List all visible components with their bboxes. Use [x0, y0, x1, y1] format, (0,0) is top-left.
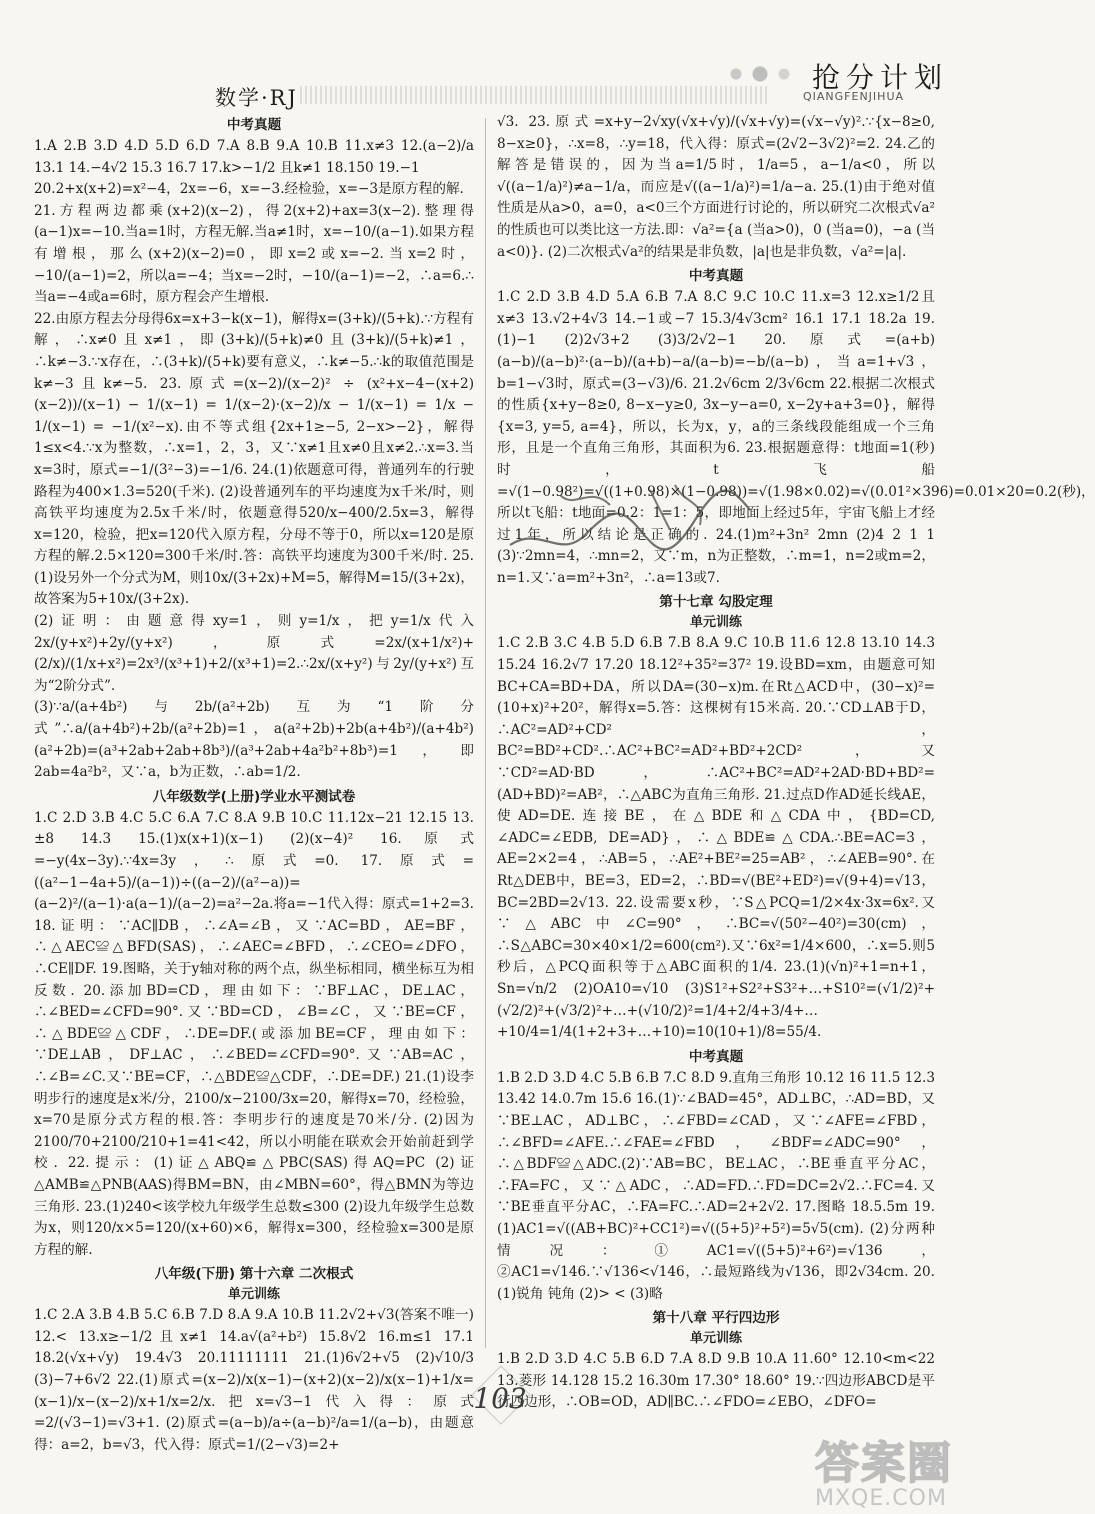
- section-title-chapter-17: 第十七章 勾股定理: [659, 594, 773, 611]
- header-dots-decoration: [720, 62, 800, 86]
- left-column: [34, 112, 474, 1453]
- answer-paragraph: 1.C 2.D 3.B 4.C 5.C 6.A 7.C 8.A 9.B 10.C 11.12x−21 12.15 13.±8 14.3 15.(1)x(x+1)(x−1) (2)(x−4)² 16.原式=−y(4x−3y).∵4x=3y，∴原式=0. 17.原式=((a²−1−4a+5)/(a−1))÷((a−2)/(a²−a))=(a−2)²/(a−1)·a(a−1)/(a−2)=a²−2a.将a=−1代入得：原式=1+2=3. 18.证明：∵AC∥DB，∴∠A=∠B，又∵AC=BD，AE=BF，∴△AEC≌△BFD(SAS)，∴∠AEC=∠BFD，∴∠CEO=∠DFO，∴CE∥DF. 19.图略，关于y轴对称的两个点，纵坐标相同，横坐标互为相反数. 20.添加BD=CD，理由如下：∵BF⊥AC，DE⊥AC，∴∠BED=∠CFD=90°.又∵BD=CD，∠B=∠C，又∵BE=CF，∴△BDE≌△CDF，∴DE=DF.(或添加BE=CF，理由如下：∵DE⊥AB，DF⊥AC，∴∠BED=∠CFD=90°.又∵AB=AC，∴∠B=∠C.又∵BE=CF，∴△BDE≌△CDF，∴DE=DF.) 21.(1)设李明步行的速度是x米/分，2100/x−2100/3x=20，解得x=70，经检验，x=70是原分式方程的根.答：李明步行的速度是70米/分. (2)因为2100/70+2100/210+1=41<42，所以小明能在联欢会开始前赶到学校. 22.提示：(1)证△ABQ≌△PBC(SAS)得AQ=PC (2)证△AMB≌△PNB(AAS)得BM=BN，由∠MBN=60°，得△BMN为等边三角形. 23.(1)240<该学校九年级学生总数≤300 (2)设九年级学生总数为x，则120/x×5=120/(x+60)×6，解得x=300，经检验x=300是原方程的解.: [34, 809, 474, 1258]
- subsection-title-unit-training: 单元训练: [689, 1331, 742, 1347]
- column-divider: [485, 118, 486, 1348]
- watermark-logo: [815, 1440, 990, 1510]
- section-title-zhongkao-3: 中考真题: [688, 1048, 744, 1065]
- answer-paragraph: 1.B 2.D 3.D 4.C 5.B 6.D 7.A 8.D 9.B 10.A 11.60° 12.10<m<22 13.菱形 14.128 15.2 16.30m 17.30° 18.60° 19.∵四边形ABCD是平行四边形，∴OB=OD，AD∥BC.∴∠FDO=∠EBO，∠DFO=: [497, 1351, 935, 1411]
- answer-paragraph: 21.方程两边都乘(x+2)(x−2)，得2(x+2)+ax=3(x−2).整理得(a−1)x=−10.当a=1时，方程无解.当a≠1时，x=−10/(a−1).如果方程有增根，那么(x+2)(x−2)=0，即x=2或x=−2.当x=2时，−10/(a−1)=2，所以a=−4；当x=−2时，−10/(a−1)=−2，∴a=6.∴当a=−4或a=6时，原方程会产生增根.: [34, 202, 474, 306]
- answer-paragraph: √3. 23.原式=x+y−2√xy(√x+√y)/(√x+√y)=(√x−√y)².∵{x−8≥0, 8−x≥0}，∴x=8，∴y=18，代入得：原式=(2√2−3√2)²=2. 24.乙的解答是错误的，因为当a=1/5时，1/a=5，a−1/a<0，所以√((a−1/a)²)≠a−1/a，而应是√((a−1/a)²)=1/a−a. 25.(1)由于绝对值性质是从a>0，a=0，a<0三个方面进行讨论的，所以研究二次根式√a²的性质也可以类比这一方法.即：√a²={a (当a>0)，0 (当a=0)，−a (当a<0)}. (2)二次根式√a²的结果是非负数，|a|也是非负数，√a²=|a|.: [497, 114, 935, 260]
- section-title-zhongkao-2: 中考真题: [688, 268, 744, 285]
- answer-paragraph: 1.C 2.A 3.B 4.B 5.C 6.B 7.D 8.A 9.A 10.B 11.2√2+√3(答案不唯一) 12.< 13.x≥−1/2且x≠1 14.a√(a²+b²) 15.8√2 16.m≤1 17.1 18.2(√x+√y) 19.4√3 20.11111111 21.(1)6√2+√5 (2)√10/3 (3)−7+6√2 22.(1)原式=(x−2)/x(x−1)−(x+2)(x−2)/x(x−1)+1/x=(x−1)/x−(x−2)/x+1/x=2/x.把x=√3−1代入得：原式=2/(√3−1)=√3+1. (2)原式=(a−b)/a÷(a−b)²/a=1/(a−b)，由题意得：a=2，b=√3，代入得：原式=1/(2−√3)=2+: [34, 1307, 474, 1453]
- header-decoration-band: [300, 86, 770, 104]
- subsection-title-unit-training: 单元训练: [689, 615, 742, 631]
- answer-paragraph: (2)证明：由题意得xy=1，则y=1/x，把y=1/x代入2x/(y+x²)+2y/(y+x²)，原式=2x/(x+1/x²)+(2/x)/(1/x+x²)=2x³/(x³+1)+2/(x³+1)=2.∴2x/(x+y²)与2y/(y+x²)互为“2阶分式”.: [34, 613, 474, 694]
- section-title-chapter-18: 第十八章 平行四边形: [652, 1310, 780, 1327]
- brand-pinyin: QIANGFENJIHUA: [803, 90, 905, 103]
- subsection-title-unit-training: 单元训练: [227, 1287, 280, 1303]
- answer-paragraph: (3)∵a/(a+4b²)与2b/(a²+2b)互为“1阶分式”∴a/(a+4b²)+2b/(a²+2b)=1，a(a²+2b)+2b(a+4b²)/(a+4b²)(a²+2b)=(a³+2ab+2ab+8b³)/(a³+2ab+4a²b²+8b³)=1，即2ab=4a²b²，又∵a，b为正数，∴ab=1/2.: [34, 699, 474, 781]
- section-title-test-paper: 八年级数学(上册)学业水平测试卷: [152, 788, 356, 805]
- answer-paragraph: 1.C 2.D 3.B 4.D 5.A 6.B 7.A 8.C 9.C 10.C 11.x=3 12.x≥1/2且x≠3 13.√2+4√3 14.−1或−7 15.3/4√3cm² 16.1 17.1 18.2a 19.(1)−1 (2)2√3+2 (3)3/2√2−1 20.原式=(a+b)(a−b)/(a−b)²·(a−b)/(a+b)−a/(a−b)=−b/(a−b)，当a=1+√3，b=1−√3时，原式=(3−√3)/6. 21.2√6cm 2/3√6cm 22.根据二次根式的性质{x+y−8≥0, 8−x−y≥0, 3x−y−a=0, x−2y+a+3=0}，解得{x=3, y=5, a=4}，所以，长为x，y，a的三条线段能组成一个三角形，且是一个直角三角形，其面积为6. 23.根据题意得：t地面=1(秒)时，t飞船=√(1−0.98²)=√((1+0.98)×(1−0.98))=√(1.98×0.02)=√(0.01²×396)=0.01×20=0.2(秒)，所以t飞船：t地面=0.2：1=1：5，即地面上经过5年，宇宙飞船上才经过1年，所以结论是正确的. 24.(1)m²+3n² 2mn (2)4 2 1 1 (3)∵2mn=4，∴mn=2，又∵m，n为正整数，∴m=1，n=2或m=2，n=1.又∵a=m²+3n²，∴a=13或7.: [497, 289, 1095, 586]
- page-number: [450, 1380, 550, 1440]
- watermark-text: 答案圈: [815, 1438, 953, 1489]
- answer-paragraph: 1.C 2.B 3.C 4.B 5.D 6.B 7.B 8.A 9.C 10.B 11.6 12.8 13.10 14.3 15.24 16.2√7 17.20 18.12²+35²=37² 19.设BD=xm，由题意可知BC+CA=BD+DA，所以DA=(30−x)m.在Rt△ACD中，(30−x)²=(10+x)²+20²，解得x=5.答：这棵树有15米高. 20.∵CD⊥AB于D，∴AC²=AD²+CD²，BC²=BD²+CD².∴AC²+BC²=AD²+BD²+2CD²，又∵CD²=AD·BD，∴AC²+BC²=AD²+2AD·BD+BD²=(AD+BD)²=AB²，∴△ABC为直角三角形. 21.过点D作AD延长线AE，使AD=DE.连接BE，在△BDE和△CDA中，{BD=CD, ∠ADC=∠EDB, DE=AD}，∴△BDE≌△CDA.∴BE=AC=3，AE=2×2=4，∴AB=5，∴AE²+BE²=25=AB²，∴∠AEB=90°.在Rt△DEB中，BE=3，ED=2，∴BD=√(BE²+ED²)=√(9+4)=√13，BC=2BD=2√13. 22.设需要x秒，∵S△PCQ=1/2×4x·3x=6x².又∵△ABC中∠C=90°，∴BC=√(50²−40²)=30(cm)，∴S△ABC=30×40×1/2=600(cm²).又∵6x²=1/4×600，∴x=5.则5秒后，△PCQ面积等于△ABC面积的1/4. 23.(1)(√n)²+1=n+1，Sn=√n/2 (2)OA10=√10 (3)S1²+S2²+S3²+…+S10²=(√1/2)²+(√2/2)²+(√3/2)²+…+(√10/2)²=1/4+2/4+3/4+…+10/4=1/4(1+2+3+…+10)=10(10+1)/8=55/4.: [497, 635, 935, 1041]
- page-header: [0, 0, 1000, 110]
- watermark-url: MXQE.COM: [815, 1486, 947, 1511]
- page-number-text: 103: [473, 1382, 527, 1415]
- answer-paragraph: 20.2+x(x+2)=x²−4，2x=−6，x=−3.经检验，x=−3是原方程的解.: [34, 181, 464, 198]
- section-title-chapter-16: 八年级(下册) 第十六章 二次根式: [154, 1266, 354, 1283]
- right-column: [497, 112, 1095, 1442]
- answer-paragraph: 1.A 2.B 3.D 4.D 5.D 6.D 7.A 8.B 9.A 10.B 11.x≠3 12.(a−2)/a 13.1 14.−4√2 15.3 16.7 17.k>−1/2 且k≠1 18.150 19.−1: [34, 138, 474, 176]
- brand-title: 抢分计划: [812, 61, 949, 94]
- handwritten-scribble: [500, 465, 760, 575]
- section-title-zhongkao-1: 中考真题: [226, 117, 282, 133]
- answer-paragraph: 22.由原方程去分母得6x=x+3−k(x−1)，解得x=(3+k)/(5+k).∵方程有解，∴x≠0且x≠1，即(3+k)/(5+k)≠0且(3+k)/(5+k)≠1，∴k≠−3.∵x存在，∴(3+k)/(5+k)要有意义，∴k≠−5.∴k的取值范围是k≠−3且k≠−5. 23.原式=(x−2)/(x−2)² ÷ (x²+x−4−(x+2)(x−2))/(x−1) − 1/(x−1) = 1/(x−2)·(x−2)/x − 1/(x−1) = 1/x − 1/(x−1) = −1/(x²−x).由不等式组{2x+1≥−5, 2−x>−2}，解得1≤x<4.∵x为整数，∴x=1，2，3，又∵x≠1且x≠0且x≠2.∴x=3.当x=3时，原式=−1/(3²−3)=−1/6. 24.(1)依题意可得，普通列车的行驶路程为400×1.3=520(千米). (2)设普通列车的平均速度为x千米/时，则高铁平均速度为2.5x千米/时，依题意得520/x−400/2.5x=3，解得x=120，检验，把x=120代入原方程，分母不等于0，所以x=120是原方程的解.2.5×120=300千米/时.答：高铁平均速度为300千米/时. 25.(1)设另外一个分式为M，则10x/(3+2x)+M=5，解得M=15/(3+2x)，故答案为5+10x/(3+2x).: [34, 310, 474, 608]
- subject-label: 数学·RJ: [215, 86, 298, 110]
- answer-paragraph: 1.B 2.D 3.D 4.C 5.B 6.B 7.C 8.D 9.直角三角形 10.12 16 11.5 12.3 13.42 14.0.7m 15.6 16.(1)∵∠BAD=45°，AD⊥BC，∴AD=BD，又∵BE⊥AC，AD⊥BC，∴∠FBD=∠CAD，又∵∠AFE=∠FBD，∴∠BFD=∠AFE.∴∠FAE=∠FBD，∠BDF=∠ADC=90°，∴△BDF≌△ADC.(2)∵AB=BC，BE⊥AC，∴BE垂直平分AC，∴FA=FC，又∵△ADC，∴AD=FD.∴FD=DC=2√2.∴FC=4.又∵BE垂直平分AC，∴FA=FC.∴AD=2+2√2. 17.图略 18.5.5m 19.(1)AC1=√((AB+BC)²+CC1²)=√((5+5)²+5²)=5√5(cm). (2)分两种情况：①AC1=√((5+5)²+6²)=√136，②AC1=√146.∵√136<√146，∴最短路线为√136，即2√34cm. 20.(1)锐角 钝角 (2)> < (3)略: [497, 1069, 935, 1302]
